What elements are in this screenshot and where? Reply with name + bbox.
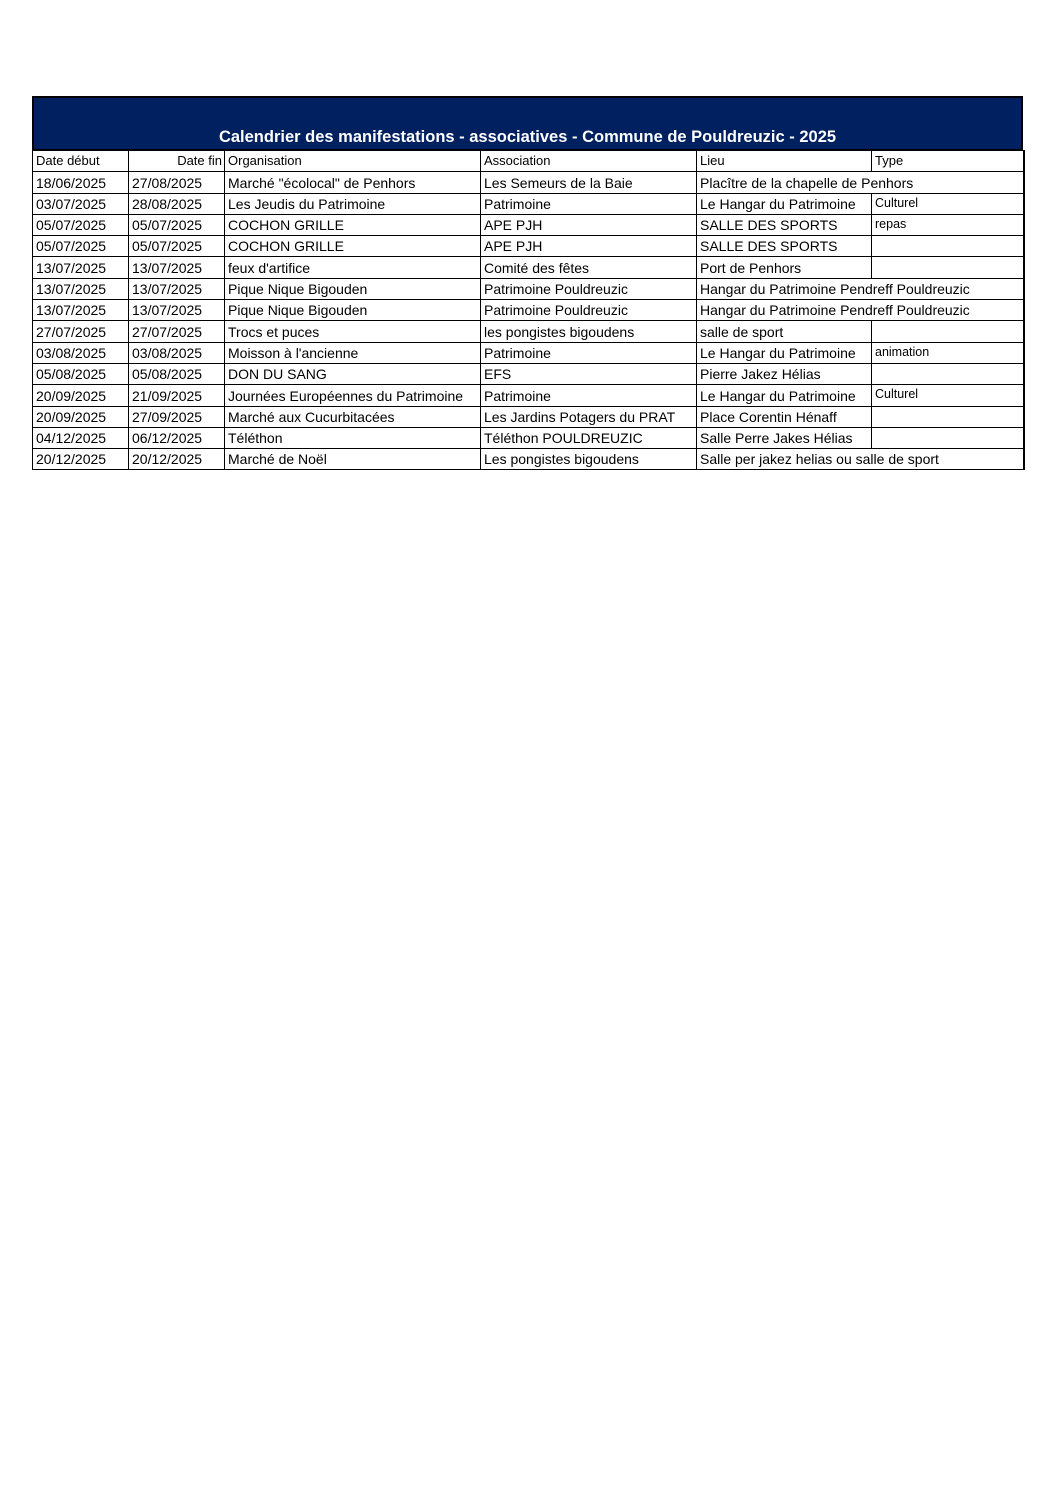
table-row: [33, 385, 1024, 406]
cell-lieu: Hangar du Patrimoine Pendreff Pouldreuzic: [697, 278, 1024, 299]
cell-date-debut: 20/09/2025: [33, 385, 129, 406]
cell-association: Les Jardins Potagers du PRAT: [481, 406, 697, 427]
table-row: [33, 321, 1024, 342]
cell-association: Patrimoine: [481, 342, 697, 363]
cell-organisation: Marché aux Cucurbitacées: [225, 406, 481, 427]
cell-date-debut: 20/09/2025: [33, 406, 129, 427]
cell-date-fin: 03/08/2025: [129, 342, 225, 363]
cell-lieu: Salle per jakez helias ou salle de sport: [697, 449, 1024, 470]
cell-date-fin: 06/12/2025: [129, 427, 225, 448]
cell-type: [872, 427, 1024, 448]
cell-lieu: Place Corentin Hénaff: [697, 406, 872, 427]
cell-date-fin: 05/07/2025: [129, 236, 225, 257]
cell-organisation: Téléthon: [225, 427, 481, 448]
cell-type: [872, 363, 1024, 384]
cell-lieu: Port de Penhors: [697, 257, 872, 278]
cell-date-fin: 13/07/2025: [129, 278, 225, 299]
cell-type: [872, 321, 1024, 342]
cell-lieu: Hangar du Patrimoine Pendreff Pouldreuzic: [697, 300, 1024, 321]
cell-organisation: Les Jeudis du Patrimoine: [225, 193, 481, 214]
cell-lieu: SALLE DES SPORTS: [697, 236, 872, 257]
cell-association: Patrimoine: [481, 385, 697, 406]
cell-type: [872, 236, 1024, 257]
cell-organisation: feux d'artifice: [225, 257, 481, 278]
cell-association: APE PJH: [481, 214, 697, 235]
cell-association: Patrimoine Pouldreuzic: [481, 300, 697, 321]
cell-date-debut: 13/07/2025: [33, 278, 129, 299]
cell-association: les pongistes bigoudens: [481, 321, 697, 342]
cell-type: Culturel: [872, 193, 1024, 214]
cell-organisation: Journées Européennes du Patrimoine: [225, 385, 481, 406]
cell-type: [872, 406, 1024, 427]
cell-date-fin: 20/12/2025: [129, 449, 225, 470]
column-header-type: Type: [872, 151, 1024, 172]
cell-association: Téléthon POULDREUZIC: [481, 427, 697, 448]
cell-organisation: COCHON GRILLE: [225, 236, 481, 257]
cell-lieu: salle de sport: [697, 321, 872, 342]
table-row: [33, 449, 1024, 470]
cell-organisation: Pique Nique Bigouden: [225, 278, 481, 299]
column-header-association: Association: [481, 151, 697, 172]
table-header-row: [33, 151, 1024, 172]
cell-type: Culturel: [872, 385, 1024, 406]
column-header-date-debut: Date début: [33, 151, 129, 172]
column-header-date-fin: Date fin: [129, 151, 225, 172]
cell-lieu: Le Hangar du Patrimoine: [697, 385, 872, 406]
cell-date-debut: 27/07/2025: [33, 321, 129, 342]
cell-type: repas: [872, 214, 1024, 235]
cell-association: Comité des fêtes: [481, 257, 697, 278]
table-row: [33, 406, 1024, 427]
cell-lieu: Placître de la chapelle de Penhors: [697, 172, 1024, 193]
cell-organisation: COCHON GRILLE: [225, 214, 481, 235]
cell-lieu: Le Hangar du Patrimoine: [697, 193, 872, 214]
cell-date-debut: 18/06/2025: [33, 172, 129, 193]
table-row: [33, 278, 1024, 299]
table-row: [33, 214, 1024, 235]
cell-date-fin: 27/07/2025: [129, 321, 225, 342]
table-row: [33, 363, 1024, 384]
cell-organisation: Marché "écolocal" de Penhors: [225, 172, 481, 193]
cell-date-debut: 05/07/2025: [33, 236, 129, 257]
cell-organisation: Pique Nique Bigouden: [225, 300, 481, 321]
cell-lieu: SALLE DES SPORTS: [697, 214, 872, 235]
cell-date-fin: 13/07/2025: [129, 300, 225, 321]
cell-date-debut: 13/07/2025: [33, 300, 129, 321]
cell-lieu: Le Hangar du Patrimoine: [697, 342, 872, 363]
cell-date-fin: 21/09/2025: [129, 385, 225, 406]
cell-association: EFS: [481, 363, 697, 384]
cell-date-debut: 03/07/2025: [33, 193, 129, 214]
cell-association: Les pongistes bigoudens: [481, 449, 697, 470]
table-row: [33, 342, 1024, 363]
cell-organisation: DON DU SANG: [225, 363, 481, 384]
cell-date-fin: 28/08/2025: [129, 193, 225, 214]
events-calendar-sheet: [32, 96, 1023, 470]
column-header-organisation: Organisation: [225, 151, 481, 172]
table-row: [33, 172, 1024, 193]
cell-lieu: Salle Perre Jakes Hélias: [697, 427, 872, 448]
cell-date-debut: 20/12/2025: [33, 449, 129, 470]
column-header-lieu: Lieu: [697, 151, 872, 172]
cell-association: Les Semeurs de la Baie: [481, 172, 697, 193]
cell-date-debut: 04/12/2025: [33, 427, 129, 448]
cell-date-fin: 05/08/2025: [129, 363, 225, 384]
calendar-title: Calendrier des manifestations - associatives - Commune de Pouldreuzic - 2025: [218, 128, 837, 146]
cell-date-debut: 05/07/2025: [33, 214, 129, 235]
table-row: [33, 300, 1024, 321]
cell-lieu: Pierre Jakez Hélias: [697, 363, 872, 384]
cell-association: Patrimoine Pouldreuzic: [481, 278, 697, 299]
cell-date-fin: 27/09/2025: [129, 406, 225, 427]
table-row: [33, 236, 1024, 257]
table-row: [33, 257, 1024, 278]
cell-organisation: Moisson à l'ancienne: [225, 342, 481, 363]
table-row: [33, 193, 1024, 214]
events-table: [32, 150, 1025, 470]
cell-date-fin: 13/07/2025: [129, 257, 225, 278]
cell-organisation: Trocs et puces: [225, 321, 481, 342]
cell-association: APE PJH: [481, 236, 697, 257]
cell-type: [872, 257, 1024, 278]
cell-date-debut: 05/08/2025: [33, 363, 129, 384]
cell-date-debut: 03/08/2025: [33, 342, 129, 363]
cell-date-fin: 05/07/2025: [129, 214, 225, 235]
table-row: [33, 427, 1024, 448]
cell-organisation: Marché de Noël: [225, 449, 481, 470]
cell-date-debut: 13/07/2025: [33, 257, 129, 278]
cell-type: animation: [872, 342, 1024, 363]
cell-association: Patrimoine: [481, 193, 697, 214]
cell-date-fin: 27/08/2025: [129, 172, 225, 193]
calendar-title-bar: [32, 96, 1023, 150]
